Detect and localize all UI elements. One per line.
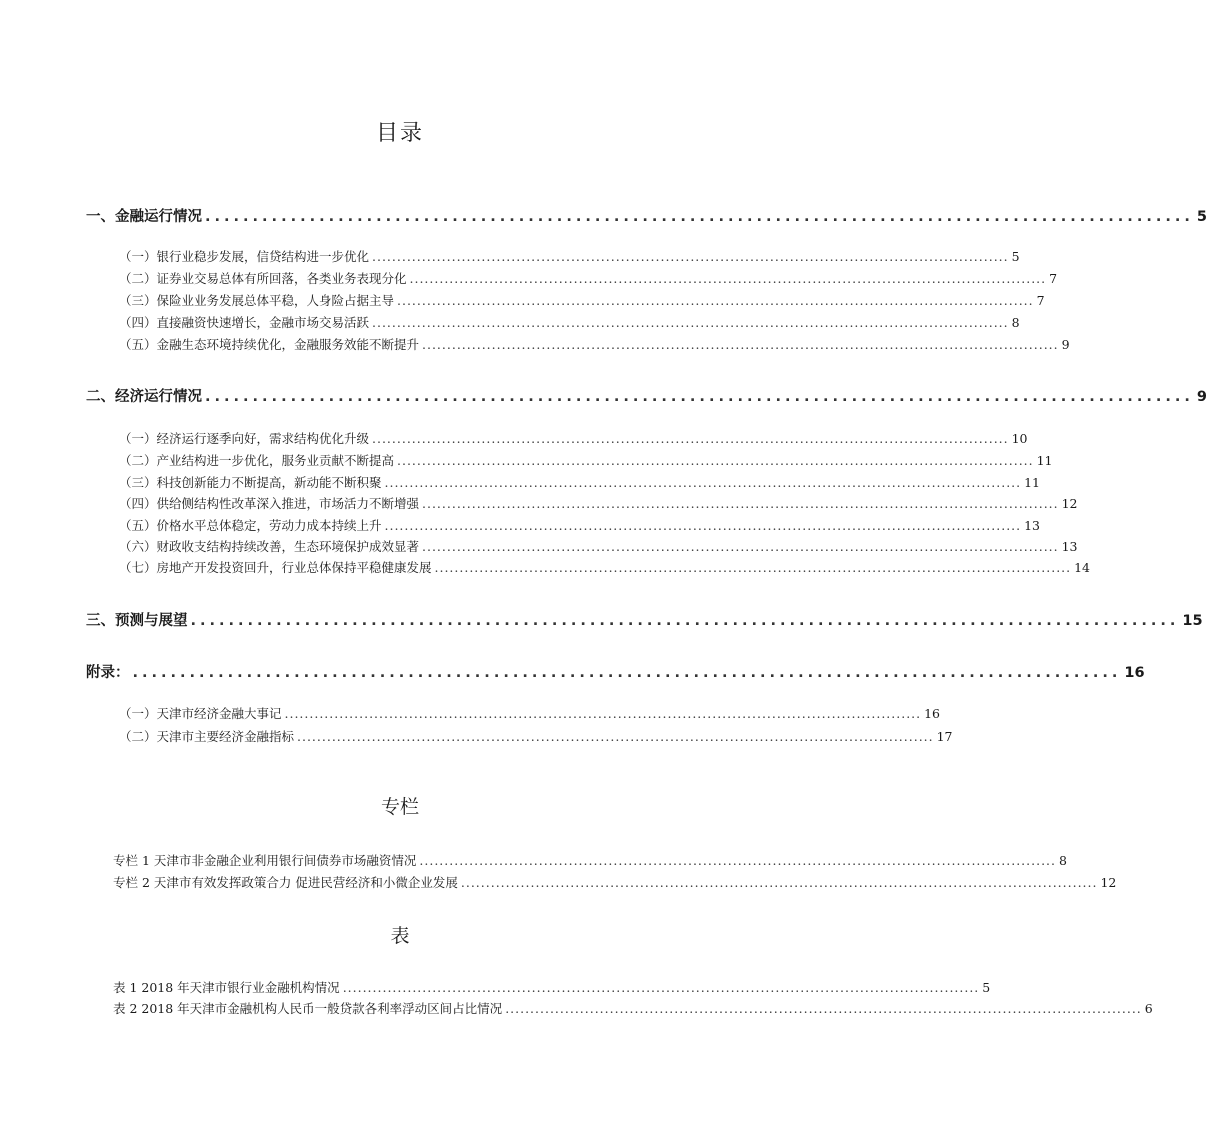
- toc-page-number: 5: [982, 980, 991, 995]
- toc-page-number: 11: [1036, 453, 1053, 468]
- toc-item-1-1[interactable]: [119, 247, 1020, 265]
- toc-page-number: 12: [1100, 875, 1117, 890]
- toc-item-appendix-1[interactable]: [119, 704, 941, 722]
- toc-item-label: （一）银行业稳步发展，信贷结构进一步优化: [119, 249, 370, 264]
- toc-item-label: （一）经济运行逐季向好，需求结构优化升级: [119, 431, 370, 446]
- dot-leader: ................................................................................................................................: [384, 475, 1022, 490]
- toc-page-number: 8: [1059, 853, 1067, 868]
- dot-leader: ................................................................................................................................: [384, 518, 1022, 533]
- toc-column-1[interactable]: [113, 851, 1067, 869]
- toc-item-label: （六）财政收支结构持续改善，生态环境保护成效显著: [119, 539, 420, 554]
- toc-item-appendix-2[interactable]: [119, 727, 953, 745]
- toc-page-number: 12: [1061, 496, 1078, 511]
- toc-table-label: 表 2 2018 年天津市金融机构人民币一般贷款各利率浮动区间占比情况: [113, 1001, 503, 1016]
- dot-leader: ........................................................................................................: [205, 209, 1194, 225]
- dot-leader: ................................................................................................................................: [284, 706, 922, 721]
- toc-page-number: 5: [1011, 249, 1020, 264]
- toc-column-label: 专栏 2 天津市有效发挥政策合力 促进民营经济和小微企业发展: [113, 875, 458, 890]
- toc-page-number: 7: [1049, 271, 1058, 286]
- dot-leader: ................................................................................................................................: [422, 496, 1059, 511]
- toc-page-number: 9: [1061, 337, 1070, 352]
- toc-item-2-3[interactable]: [119, 473, 1041, 491]
- toc-page-number: 6: [1144, 1001, 1153, 1016]
- dot-leader: ................................................................................................................................: [422, 539, 1059, 554]
- toc-item-label: （五）价格水平总体稳定，劳动力成本持续上升: [119, 518, 382, 533]
- toc-item-2-7[interactable]: [119, 558, 1091, 576]
- dot-leader: ................................................................................................................................: [505, 1001, 1142, 1016]
- toc-table-2[interactable]: [113, 999, 1153, 1017]
- dot-leader: ........................................................................................................: [190, 613, 1180, 629]
- toc-page-number: 15: [1182, 613, 1203, 629]
- toc-page-number: 5: [1196, 209, 1207, 225]
- toc-table-label: 表 1 2018 年天津市银行业金融机构情况: [113, 980, 340, 995]
- toc-page-number: 8: [1011, 315, 1020, 330]
- tables-title: 表: [390, 925, 410, 947]
- toc-item-2-5[interactable]: [119, 516, 1041, 534]
- toc-item-2-4[interactable]: [119, 494, 1078, 512]
- toc-item-label: （七）房地产开发投资回升，行业总体保持平稳健康发展: [119, 560, 432, 575]
- toc-item-label: （四）直接融资快速增长，金融市场交易活跃: [119, 315, 370, 330]
- columns-title: 专栏: [380, 796, 419, 818]
- toc-item-2-2[interactable]: [119, 451, 1053, 469]
- toc-section-2[interactable]: [86, 385, 1207, 406]
- dot-leader: ................................................................................................................................: [434, 560, 1072, 575]
- toc-item-1-5[interactable]: [119, 335, 1070, 353]
- dot-leader: ................................................................................................................................: [297, 729, 934, 744]
- toc-page-number: 16: [1124, 665, 1145, 681]
- toc-item-label: （一）天津市经济金融大事记: [119, 706, 282, 721]
- toc-section-3[interactable]: [86, 609, 1203, 630]
- dot-leader: ................................................................................................................................: [342, 980, 980, 995]
- toc-item-1-3[interactable]: [119, 291, 1045, 309]
- toc-column-2[interactable]: [113, 873, 1117, 891]
- toc-item-1-4[interactable]: [119, 313, 1020, 331]
- toc-page-number: 17: [936, 729, 953, 744]
- toc-page-number: 11: [1024, 475, 1041, 490]
- toc-title: 目录: [375, 121, 424, 146]
- toc-item-label: （四）供给侧结构性改革深入推进，市场活力不断增强: [119, 496, 420, 511]
- toc-item-label: （二）证券业交易总体有所回落，各类业务表现分化: [119, 271, 407, 286]
- toc-item-label: （二）产业结构进一步优化，服务业贡献不断提高: [119, 453, 395, 468]
- dot-leader: ................................................................................................................................: [372, 249, 1009, 264]
- toc-item-label: （五）金融生态环境持续优化，金融服务效能不断提升: [119, 337, 420, 352]
- toc-page-number: 13: [1024, 518, 1041, 533]
- dot-leader: ................................................................................................................................: [397, 293, 1034, 308]
- dot-leader: ................................................................................................................................: [460, 875, 1098, 890]
- toc-section-label: 三、预测与展望: [86, 613, 188, 629]
- dot-leader: ................................................................................................................................: [372, 431, 1009, 446]
- dot-leader: ........................................................................................................: [132, 665, 1122, 681]
- toc-item-1-2[interactable]: [119, 269, 1058, 287]
- dot-leader: ................................................................................................................................: [419, 853, 1056, 868]
- dot-leader: ................................................................................................................................: [397, 453, 1034, 468]
- toc-section-1[interactable]: [86, 205, 1207, 226]
- toc-page-number: 16: [924, 706, 941, 721]
- toc-page-number: 14: [1074, 560, 1091, 575]
- toc-table-1[interactable]: [113, 978, 991, 996]
- toc-section-label: 二、经济运行情况: [86, 389, 202, 405]
- toc-page-number: 13: [1061, 539, 1078, 554]
- toc-item-label: （三）科技创新能力不断提高，新动能不断积聚: [119, 475, 382, 490]
- dot-leader: ................................................................................................................................: [422, 337, 1059, 352]
- toc-column-label: 专栏 1 天津市非金融企业利用银行间债券市场融资情况: [113, 853, 417, 868]
- toc-item-2-1[interactable]: [119, 429, 1028, 447]
- dot-leader: ................................................................................................................................: [409, 271, 1047, 286]
- toc-section-label: 一、金融运行情况: [86, 209, 202, 225]
- toc-section-appendix[interactable]: [86, 661, 1145, 682]
- toc-section-label: 附录：: [86, 665, 130, 681]
- toc-item-label: （三）保险业业务发展总体平稳，人身险占据主导: [119, 293, 395, 308]
- toc-page-number: 7: [1036, 293, 1045, 308]
- toc-page-number: 9: [1196, 389, 1207, 405]
- dot-leader: ................................................................................................................................: [372, 315, 1009, 330]
- toc-page-number: 10: [1011, 431, 1028, 446]
- toc-item-label: （二）天津市主要经济金融指标: [119, 729, 295, 744]
- dot-leader: ........................................................................................................: [205, 389, 1194, 405]
- toc-item-2-6[interactable]: [119, 537, 1078, 555]
